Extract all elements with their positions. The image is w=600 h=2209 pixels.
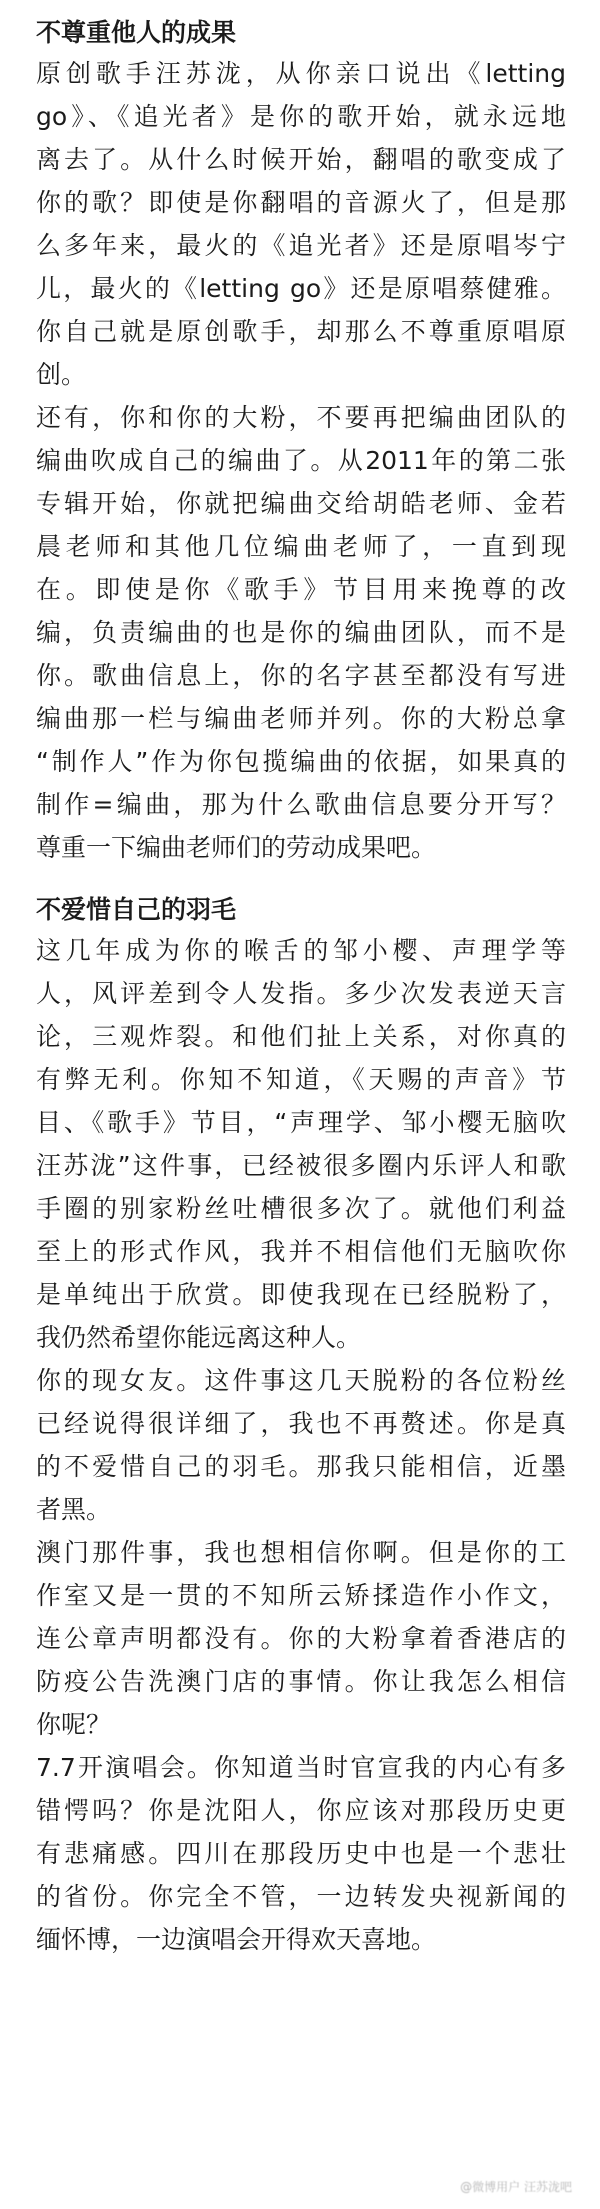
paragraph <box>36 1531 566 1746</box>
text-line: 汪苏泷”这件事，已经被很多圈内乐评人和歌 <box>36 1151 566 1180</box>
text-line: 你的歌？即使是你翻唱的音源火了，但是那 <box>36 188 566 217</box>
paragraph <box>36 396 566 869</box>
text-line: go》、《追光者》是你的歌开始，就永远地 <box>36 102 566 131</box>
text-line: 你呢？ <box>36 1710 112 1739</box>
text-line: 已经说得很详细了，我也不再赘述。你是真 <box>36 1409 566 1438</box>
text-line: 缅怀博，一边演唱会开得欢天喜地。 <box>36 1925 437 1954</box>
text-line: 7.7开演唱会。你知道当时官宣我的内心有多 <box>36 1753 566 1782</box>
text-line: 儿，最火的《letting go》还是原唱蔡健雅。 <box>36 274 566 303</box>
text-line: 人，风评差到令人发指。多少次发表逆天言 <box>36 979 566 1008</box>
text-line: 目、《歌手》节目，“声理学、邹小樱无脑吹 <box>36 1108 566 1137</box>
paragraph <box>36 929 566 1359</box>
text-line: 离去了。从什么时候开始，翻唱的歌变成了 <box>36 145 566 174</box>
text-line: 么多年来，最火的《追光者》还是原唱岑宁 <box>36 231 566 260</box>
text-line: 专辑开始，你就把编曲交给胡皓老师、金若 <box>36 489 566 518</box>
text-line: 晨老师和其他几位编曲老师了，一直到现 <box>36 532 566 561</box>
text-line: 你的现女友。这件事这几天脱粉的各位粉丝 <box>36 1366 566 1395</box>
section-heading: 不爱惜自己的羽毛 <box>36 895 237 924</box>
text-line: 有弊无利。你知不知道，《天赐的声音》节 <box>36 1065 566 1094</box>
paragraph <box>36 1746 566 1961</box>
text-line: 防疫公告洗澳门店的事情。你让我怎么相信 <box>36 1667 566 1696</box>
text-line: “制作人”作为你包揽编曲的依据，如果真的 <box>36 747 566 776</box>
text-line: 编曲吹成自己的编曲了。从2011年的第二张 <box>36 446 566 475</box>
text-line: 还有，你和你的大粉，不要再把编曲团队的 <box>36 403 566 432</box>
text-line: 制作=编曲，那为什么歌曲信息要分开写？ <box>36 790 566 819</box>
text-line: 的省份。你完全不管，一边转发央视新闻的 <box>36 1882 566 1911</box>
watermark: @微博用户 汪苏泷吧 <box>460 2180 572 2194</box>
text-line: 创。 <box>36 360 87 389</box>
text-line: 论，三观炸裂。和他们扯上关系，对你真的 <box>36 1022 566 1051</box>
text-line: 者黑。 <box>36 1495 112 1524</box>
text-line: 你。歌曲信息上，你的名字甚至都没有写进 <box>36 661 566 690</box>
text-line: 错愕吗？你是沈阳人，你应该对那段历史更 <box>36 1796 566 1825</box>
paragraph <box>36 52 566 396</box>
text-line: 至上的形式作风，我并不相信他们无脑吹你 <box>36 1237 566 1266</box>
text-line: 是单纯出于欣赏。即使我现在已经脱粉了， <box>36 1280 566 1309</box>
text-line: 的不爱惜自己的羽毛。那我只能相信，近墨 <box>36 1452 566 1481</box>
text-line: 作室又是一贯的不知所云矫揉造作小作文， <box>36 1581 566 1610</box>
text-line: 编曲那一栏与编曲老师并列。你的大粉总拿 <box>36 704 566 733</box>
section-heading: 不尊重他人的成果 <box>36 18 237 47</box>
text-line: 原创歌手汪苏泷，从你亲口说出《letting <box>36 59 566 88</box>
text-line: 你自己就是原创歌手，却那么不尊重原唱原 <box>36 317 566 346</box>
text-line: 编，负责编曲的也是你的编曲团队，而不是 <box>36 618 566 647</box>
text-line: 手圈的别家粉丝吐槽很多次了。就他们利益 <box>36 1194 566 1223</box>
text-line: 尊重一下编曲老师们的劳动成果吧。 <box>36 833 437 862</box>
text-line: 有悲痛感。四川在那段历史中也是一个悲壮 <box>36 1839 566 1868</box>
paragraph <box>36 1359 566 1531</box>
article <box>36 0 566 1961</box>
text-line: 我仍然希望你能远离这种人。 <box>36 1323 362 1352</box>
text-line: 澳门那件事，我也想相信你啊。但是你的工 <box>36 1538 566 1567</box>
text-line: 在。即使是你《歌手》节目用来挽尊的改 <box>36 575 566 604</box>
text-line: 这几年成为你的喉舌的邹小樱、声理学等 <box>36 936 566 965</box>
text-line: 连公章声明都没有。你的大粉拿着香港店的 <box>36 1624 566 1653</box>
